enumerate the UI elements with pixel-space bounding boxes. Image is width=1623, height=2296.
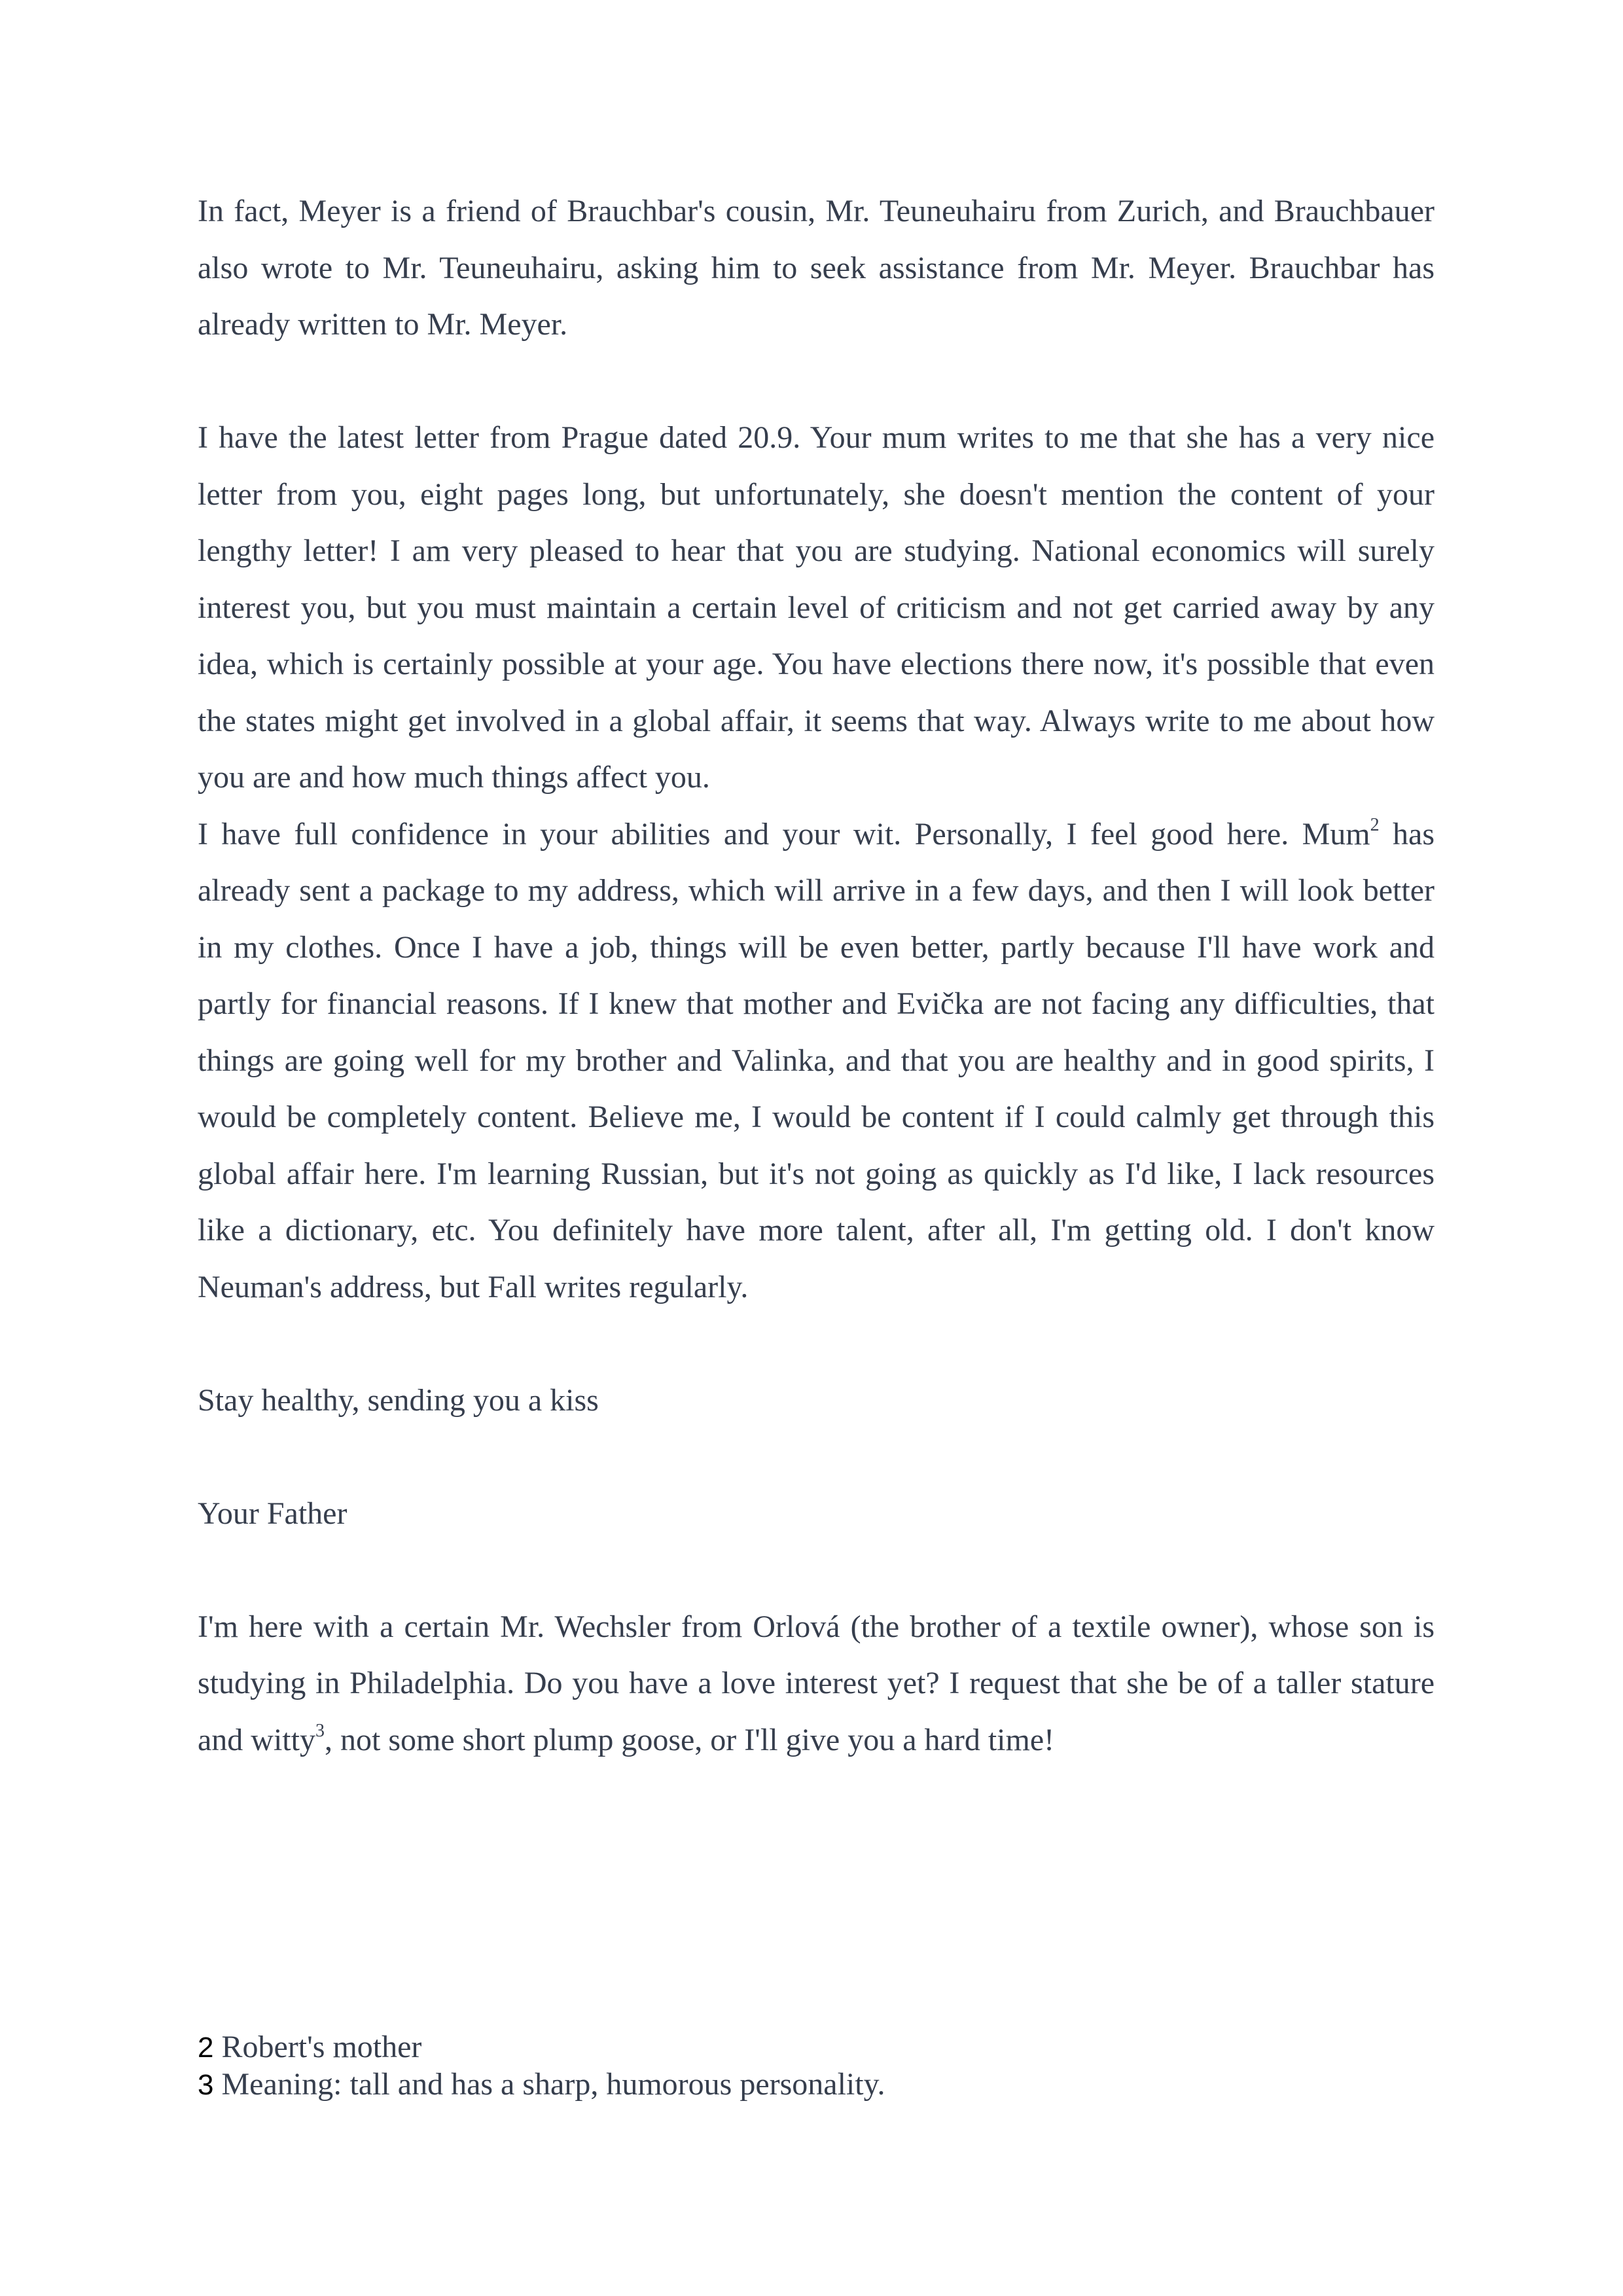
paragraph-confidence-text-start: I have full confidence in your abilities and your wit. Personally, I feel good here. Mum — [198, 816, 1370, 852]
footnote-ref-2: 2 — [1370, 814, 1380, 835]
footnote-text: Meaning: tall and has a sharp, humorous personality. — [221, 2067, 885, 2102]
footnote-2 — [198, 2029, 1435, 2066]
letter-body — [198, 183, 1435, 1768]
closing-line: Stay healthy, sending you a kiss — [198, 1382, 599, 1418]
footnote-3 — [198, 2066, 1435, 2104]
paragraph-meyer: In fact, Meyer is a friend of Brauchbar's cousin, Mr. Teuneuhairu from Zurich, and Brauchbauer also wrote to Mr. Teuneuhairu, asking him to seek assistance from Mr. Meyer. Brauchbar has already written to Mr. Meyer. — [198, 194, 1435, 342]
postscript-text-start: I'm here with a certain Mr. Wechsler from Orlová (the brother of a textile owner), whose son is studying in Philadelphia. Do you have a love interest yet? I request that she be of a taller stature and witty — [198, 1609, 1435, 1757]
footnote-number: 3 — [198, 2069, 214, 2101]
paragraph-prague-letter: I have the latest letter from Prague dated 20.9. Your mum writes to me that she has a very nice letter from you, eight pages long, but unfortunately, she doesn't mention the content of your lengthy letter! I am very pleased to hear that you are studying. National economics will surely interest you, but you must maintain a certain level of criticism and not get carried away by any idea, which is certainly possible at your age. You have elections there now, it's possible that even the states might get involved in a global affair, it seems that way. Always write to me about how you are and how much things affect you. — [198, 420, 1435, 795]
postscript — [198, 1599, 1435, 1769]
postscript-text-end: , not some short plump goose, or I'll give you a hard time! — [324, 1722, 1055, 1757]
footnote-ref-3: 3 — [315, 1720, 325, 1741]
footnote-number: 2 — [198, 2032, 214, 2064]
footnote-text: Robert's mother — [221, 2030, 422, 2064]
signature: Your Father — [198, 1496, 348, 1531]
paragraph-confidence-text-end: has already sent a package to my address, which will arrive in a few days, and then I will look better in my clothes. Once I have a job, things will be even better, partly because I'll have work and partly for financial reasons. If I knew that mother and Evička are not facing any difficulties, that things are going well for my brother and Valinka, and that you are healthy and in good spirits, I would be completely content. Believe me, I would be content if I could calmly get through this global affair here. I'm learning Russian, but it's not going as quickly as I'd like, I lack resources like a dictionary, etc. You definitely have more talent, after all, I'm getting old. I don't know Neuman's address, but Fall writes regularly. — [198, 816, 1435, 1304]
footnotes — [198, 2029, 1435, 2104]
paragraph-confidence — [198, 806, 1435, 1316]
